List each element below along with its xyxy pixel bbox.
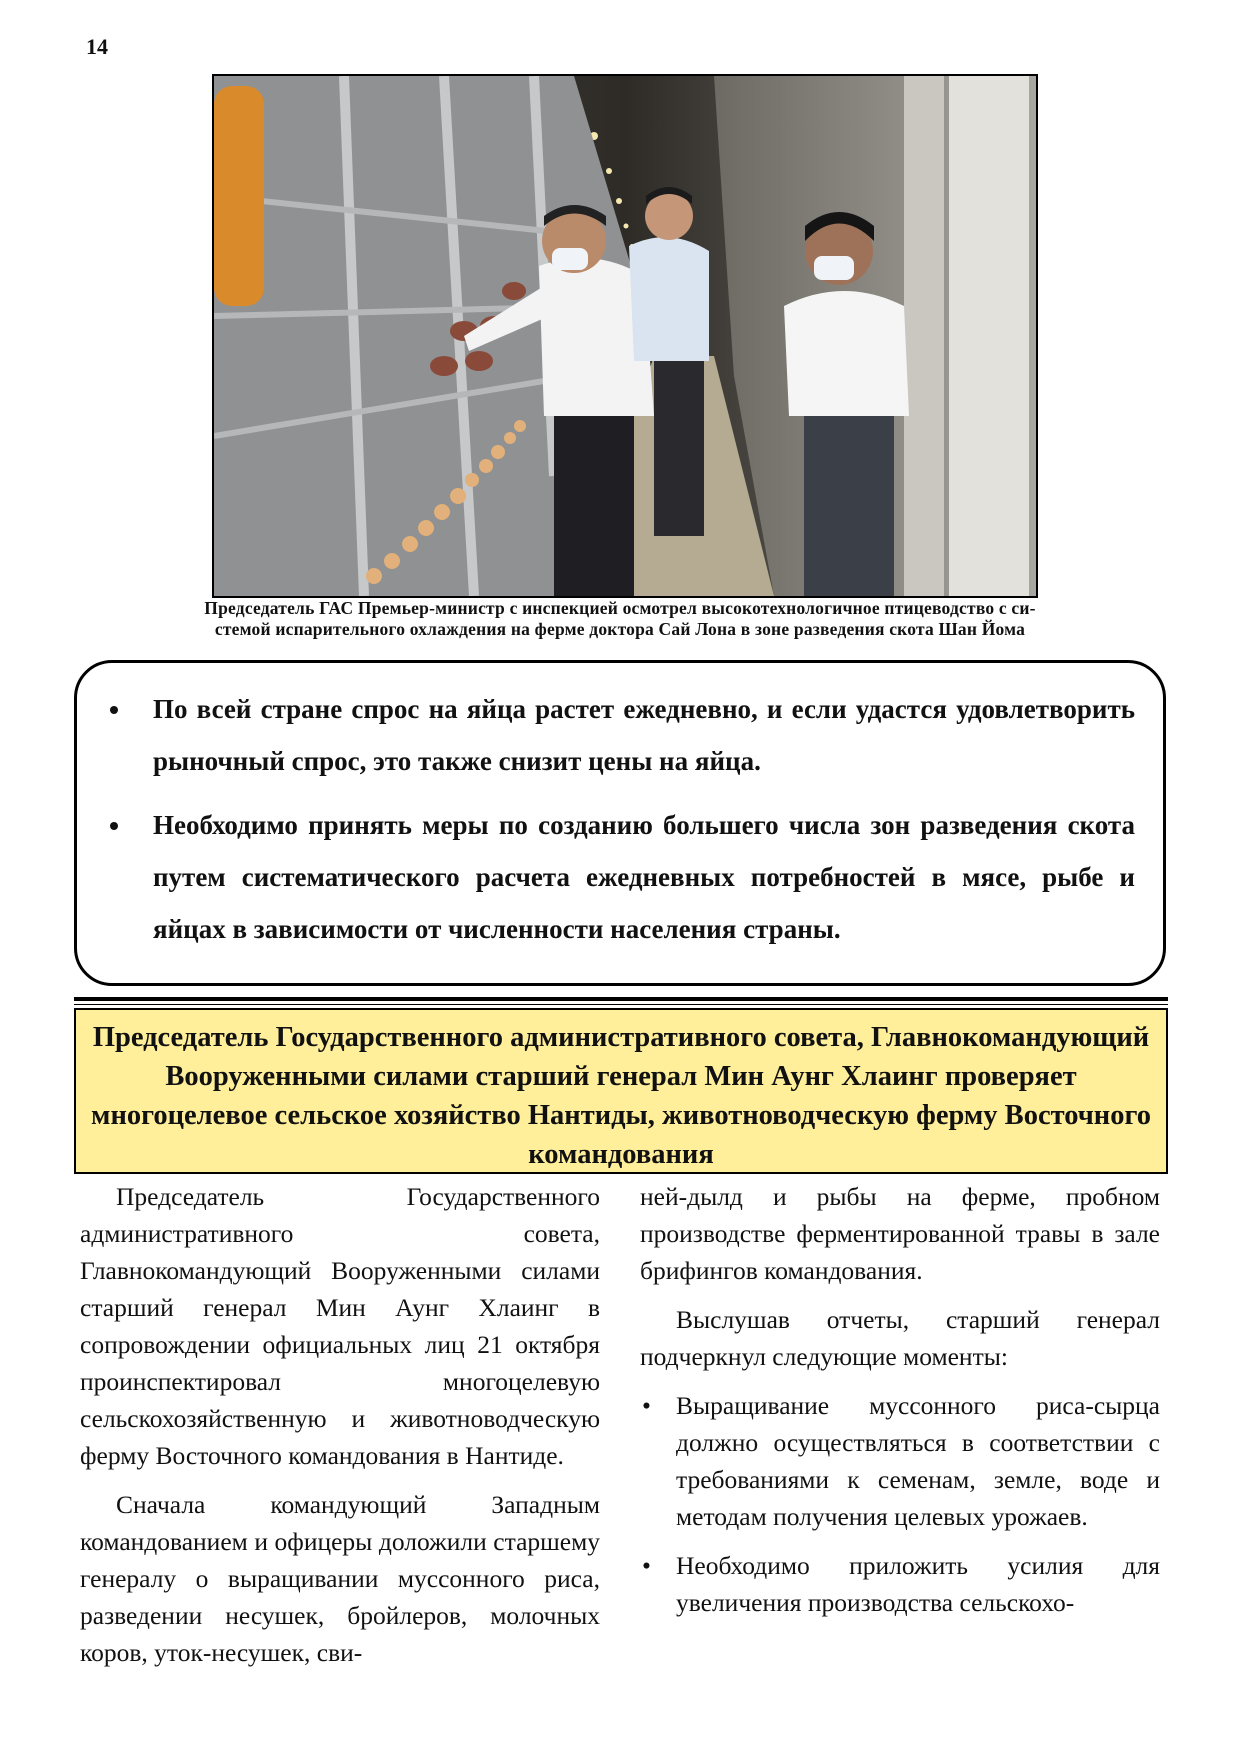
article-column-right: [640, 1178, 1160, 1633]
article-column-left: [80, 1178, 600, 1683]
article-bullet-list: [640, 1387, 1160, 1621]
section-divider-thin: [74, 1004, 1168, 1005]
key-point: • По всей стране спрос на яйца растет ежедневно, и если удастся удовлетворить рыночный спрос, это также снизит цены на яйца.: [133, 683, 1135, 787]
key-points-list: [77, 663, 1163, 955]
article-paragraph-continued: ней-дылд и рыбы на ферме, пробном производстве ферментированной травы в зале брифингов командования.: [640, 1182, 1160, 1285]
article-paragraph: Выслушав отчеты, старший генерал подчеркнул следующие моменты:: [640, 1305, 1160, 1371]
page-number: 14: [86, 34, 108, 59]
caption-line: Председатель ГАС Премьер-министр с инспекцией осмотрел высокотехнологичное птицеводство с си-: [204, 598, 1036, 618]
key-point: • Необходимо принять меры по созданию большего числа зон разведения скота путем систематического расчета ежедневных потребностей в мясе, рыбе и яйцах в зависимости от численности населения страны.: [133, 799, 1135, 955]
article-paragraph: Председатель Государственного административного совета, Главнокомандующий Вооруженными силами старший генерал Мин Аунг Хлаинг в сопровождении официальных лиц 21 октября проинспектировал многоцелевую сельскохозяйственную и животноводческую ферму Восточного командования в Нантиде.: [80, 1182, 600, 1470]
photo-poultry-farm-inspection: [212, 74, 1038, 598]
section-divider: [74, 997, 1168, 1001]
article-paragraph: Сначала командующий Западным командованием и офицеры доложили старшему генералу о выращивании муссонного риса, разведении несушек, бройлеров, молочных коров, уток-несушек, сви-: [80, 1490, 600, 1667]
photo-illustration: [214, 76, 1036, 596]
article-bullet: • Выращивание муссонного риса-сырца должно осуществляться в соответствии с требованиями к семенам, земле, воде и методам получения целевых урожаев.: [640, 1387, 1160, 1535]
key-points-box: [74, 660, 1166, 986]
photo-caption: [120, 598, 1120, 640]
caption-line: стемой испарительного охлаждения на ферме доктора Сай Лона в зоне разведения скота Шан Йома: [214, 619, 1026, 639]
article-headline: Председатель Государственного административного совета, Главнокомандующий Вооруженными силами старший генерал Мин Аунг Хлаинг проверяет многоцелевое сельское хозяйство Нантиды, животноводческую ферму Восточного командования: [74, 1008, 1168, 1174]
article-bullet: • Необходимо приложить усилия для увеличения производства сельскохо-: [640, 1547, 1160, 1621]
